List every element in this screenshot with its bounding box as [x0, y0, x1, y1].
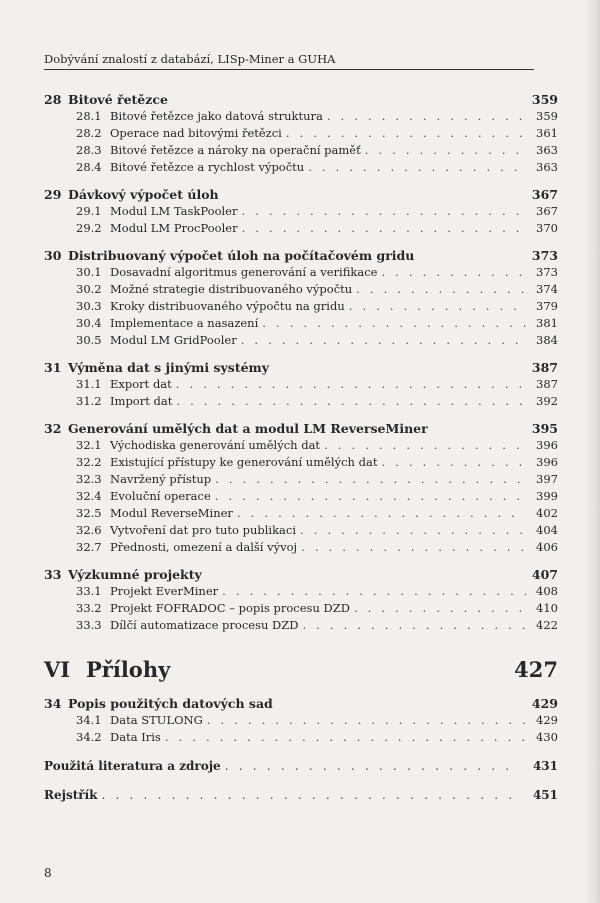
leader-dots [242, 221, 526, 235]
chapter-page: 429 [531, 696, 558, 711]
chapter-title: Výměna dat s jinými systémy [68, 360, 270, 375]
leader-dots [308, 160, 526, 174]
leader-dots [324, 438, 526, 452]
chapter-number: 29 [44, 187, 62, 202]
leader-dots [165, 730, 526, 744]
section-page: 429 [536, 713, 558, 727]
section-number: 30.4 [76, 316, 102, 330]
toc-chapter [44, 360, 558, 411]
section-number: 32.6 [76, 523, 102, 537]
chapter-title: Bitové řetězce [68, 92, 168, 107]
leader-dots [381, 455, 526, 469]
page-number: 8 [44, 866, 52, 880]
section-page: 399 [536, 489, 558, 503]
section-title: Bitové řetězce a nároky na operační paměť [110, 143, 361, 157]
leader-dots [215, 489, 526, 503]
section-number: 30.2 [76, 282, 102, 296]
leader-dots [302, 618, 526, 632]
section-page: 367 [536, 204, 558, 218]
toc-chapter [44, 567, 558, 635]
leader-dots [349, 299, 526, 313]
toc-section [44, 394, 558, 411]
entry-page: 431 [532, 759, 558, 773]
chapter-title: Generování umělých dat a modul LM ReverseMiner [68, 421, 428, 436]
section-page: 374 [536, 282, 558, 296]
entry-title: Rejstřík [44, 788, 98, 802]
section-number: 31.2 [76, 394, 102, 408]
section-title: Dílčí automatizace procesu DZD [110, 618, 299, 632]
leader-dots [215, 472, 526, 486]
section-title: Modul LM GridPooler [110, 333, 237, 347]
chapter-number: 33 [44, 567, 62, 582]
section-page: 404 [536, 523, 558, 537]
section-title: Data STULONG [110, 713, 203, 727]
chapter-number: 32 [44, 421, 62, 436]
toc-section [44, 455, 558, 472]
section-page: 359 [536, 109, 558, 123]
chapters-part-vi [44, 696, 558, 747]
leader-dots [354, 601, 526, 615]
section-number: 31.1 [76, 377, 102, 391]
leader-dots [176, 394, 526, 408]
section-page: 396 [536, 438, 558, 452]
leader-dots [327, 109, 526, 123]
section-page: 363 [536, 143, 558, 157]
section-page: 408 [536, 584, 558, 598]
leader-dots [225, 759, 514, 773]
toc-section [44, 540, 558, 557]
section-title: Modul LM TaskPooler [110, 204, 238, 218]
section-page: 406 [536, 540, 558, 554]
leader-dots [365, 143, 526, 157]
section-title: Modul ReverseMiner [110, 506, 233, 520]
section-number: 33.1 [76, 584, 102, 598]
section-page: 387 [536, 377, 558, 391]
toc-section [44, 584, 558, 601]
section-number: 33.3 [76, 618, 102, 632]
section-number: 29.2 [76, 221, 102, 235]
chapter-heading [44, 567, 558, 584]
toc-chapter [44, 248, 558, 350]
section-number: 32.1 [76, 438, 102, 452]
leader-dots [300, 523, 526, 537]
section-title: Existující přístupy ke generování umělých dat [110, 455, 378, 469]
section-number: 30.3 [76, 299, 102, 313]
chapter-page: 395 [531, 421, 558, 436]
leader-dots [237, 506, 526, 520]
toc-section [44, 143, 558, 160]
back-matter [44, 759, 558, 805]
chapter-title: Popis použitých datových sad [68, 696, 273, 711]
toc-section [44, 109, 558, 126]
toc-section [44, 438, 558, 455]
toc-section [44, 333, 558, 350]
section-title: Východiska generování umělých dat [110, 438, 321, 452]
section-title: Data Iris [110, 730, 161, 744]
leader-dots [262, 316, 526, 330]
part-title: Přílohy [86, 657, 171, 682]
chapter-page: 407 [531, 567, 558, 582]
toc-section [44, 160, 558, 177]
chapter-title: Výzkumné projekty [68, 567, 202, 582]
toc-section [44, 472, 558, 489]
back-matter-entry [44, 759, 558, 776]
section-number: 29.1 [76, 204, 102, 218]
section-number: 32.7 [76, 540, 102, 554]
section-number: 28.1 [76, 109, 102, 123]
toc-section [44, 204, 558, 221]
section-number: 30.5 [76, 333, 102, 347]
section-title: Export dat [110, 377, 172, 391]
section-page: 422 [536, 618, 558, 632]
leader-dots [222, 584, 526, 598]
section-number: 33.2 [76, 601, 102, 615]
section-page: 384 [536, 333, 558, 347]
chapter-number: 31 [44, 360, 62, 375]
section-page: 397 [536, 472, 558, 486]
section-page: 392 [536, 394, 558, 408]
toc-section [44, 221, 558, 238]
section-page: 402 [536, 506, 558, 520]
section-number: 32.2 [76, 455, 102, 469]
section-title: Přednosti, omezení a další vývoj [110, 540, 298, 554]
toc-section [44, 713, 558, 730]
leader-dots [101, 788, 514, 802]
chapters-part-v [44, 92, 558, 635]
section-title: Bitové řetězce jako datová struktura [110, 109, 323, 123]
chapter-page: 359 [531, 92, 558, 107]
leader-dots [286, 126, 526, 140]
entry-title: Použitá literatura a zdroje [44, 759, 221, 773]
leader-dots [176, 377, 526, 391]
chapter-title: Distribuovaný výpočet úloh na počítačovém gridu [68, 248, 415, 263]
toc-section [44, 299, 558, 316]
chapter-title: Dávkový výpočet úloh [68, 187, 219, 202]
section-page: 370 [536, 221, 558, 235]
section-number: 32.5 [76, 506, 102, 520]
section-page: 363 [536, 160, 558, 174]
section-title: Projekt FOFRADOC – popis procesu DZD [110, 601, 350, 615]
chapter-number: 34 [44, 696, 62, 711]
toc-section [44, 523, 558, 540]
chapter-page: 373 [531, 248, 558, 263]
section-number: 34.1 [76, 713, 102, 727]
section-page: 430 [536, 730, 558, 744]
chapter-heading [44, 360, 558, 377]
section-page: 396 [536, 455, 558, 469]
toc-section [44, 601, 558, 618]
toc-section [44, 316, 558, 333]
section-number: 32.3 [76, 472, 102, 486]
leader-dots [241, 204, 526, 218]
chapter-heading [44, 696, 558, 713]
toc-section [44, 618, 558, 635]
section-page: 410 [536, 601, 558, 615]
section-title: Kroky distribuovaného výpočtu na gridu [110, 299, 345, 313]
section-number: 34.2 [76, 730, 102, 744]
table-of-contents [44, 92, 558, 805]
chapter-page: 367 [531, 187, 558, 202]
section-page: 381 [536, 316, 558, 330]
part-heading [44, 657, 558, 682]
section-title: Dosavadní algoritmus generování a verifikace [110, 265, 378, 279]
part-page: 427 [514, 657, 558, 682]
chapter-number: 28 [44, 92, 62, 107]
chapter-heading [44, 187, 558, 204]
toc-section [44, 730, 558, 747]
toc-section [44, 489, 558, 506]
toc-chapter [44, 92, 558, 177]
section-title: Modul LM ProcPooler [110, 221, 238, 235]
toc-chapter [44, 421, 558, 557]
page-edge-shadow [586, 0, 600, 903]
section-title: Projekt EverMiner [110, 584, 219, 598]
chapter-number: 30 [44, 248, 62, 263]
section-title: Operace nad bitovými řetězci [110, 126, 282, 140]
chapter-page: 387 [531, 360, 558, 375]
section-title: Vytvoření dat pro tuto publikaci [110, 523, 297, 537]
chapter-heading [44, 421, 558, 438]
section-number: 28.4 [76, 160, 102, 174]
section-title: Implementace a nasazení [110, 316, 259, 330]
leader-dots [381, 265, 526, 279]
section-number: 32.4 [76, 489, 102, 503]
section-title: Evoluční operace [110, 489, 211, 503]
toc-section [44, 282, 558, 299]
section-page: 373 [536, 265, 558, 279]
part-number: VI [44, 657, 71, 682]
section-page: 379 [536, 299, 558, 313]
section-page: 361 [536, 126, 558, 140]
toc-chapter [44, 187, 558, 238]
section-title: Import dat [110, 394, 173, 408]
chapter-heading [44, 92, 558, 109]
leader-dots [356, 282, 526, 296]
running-header: Dobývání znalostí z databází, LISp-Miner a GUHA [44, 52, 534, 70]
section-title: Bitové řetězce a rychlost výpočtu [110, 160, 305, 174]
toc-section [44, 506, 558, 523]
entry-page: 451 [532, 788, 558, 802]
chapter-heading [44, 248, 558, 265]
section-title: Možné strategie distribuovaného výpočtu [110, 282, 353, 296]
toc-chapter [44, 696, 558, 747]
leader-dots [241, 333, 526, 347]
toc-section [44, 377, 558, 394]
toc-section [44, 126, 558, 143]
leader-dots [207, 713, 526, 727]
toc-section [44, 265, 558, 282]
leader-dots [301, 540, 526, 554]
section-number: 28.3 [76, 143, 102, 157]
section-number: 28.2 [76, 126, 102, 140]
section-number: 30.1 [76, 265, 102, 279]
back-matter-entry [44, 788, 558, 805]
section-title: Navržený přístup [110, 472, 212, 486]
